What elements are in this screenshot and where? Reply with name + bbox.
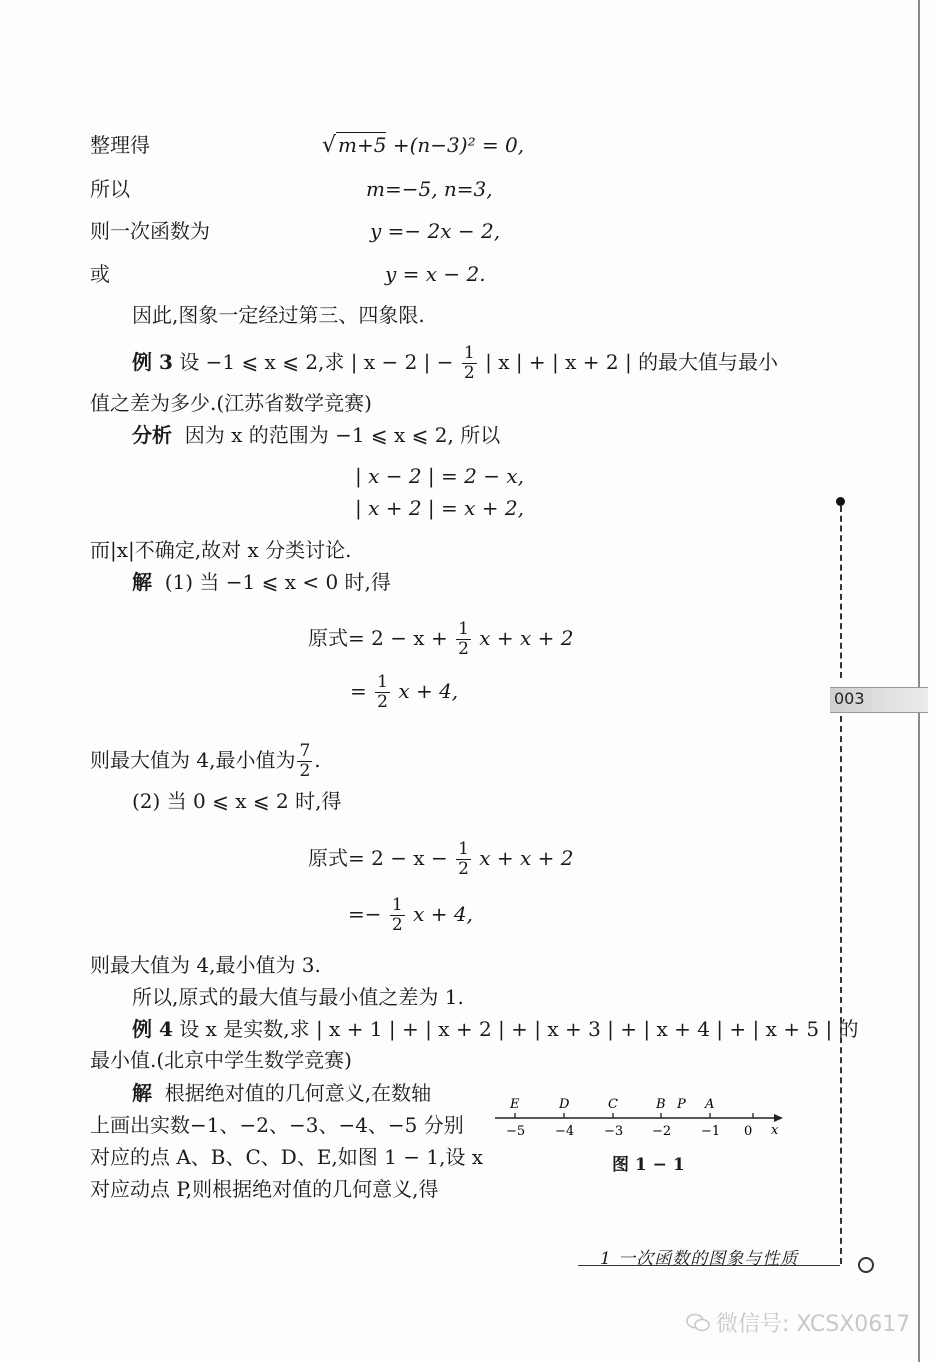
case2-expr-2a: =− (348, 902, 382, 926)
analysis-text: 因为 x 的范围为 −1 ⩽ x ⩽ 2, 所以 (184, 423, 501, 447)
conclusion-quadrants: 因此,图象一定经过第三、四象限. (132, 303, 425, 327)
figure-caption: 图 1 − 1 (612, 1155, 685, 1175)
fraction-half: $\frac{1}{2}$ (391, 895, 403, 935)
wechat-icon (686, 1313, 710, 1333)
solution4-label: 解 (132, 1081, 152, 1105)
margin-dashed-line-upper (840, 506, 842, 678)
page-number: 003 (834, 689, 865, 708)
equation-y1: y =− 2x − 2, (370, 219, 501, 243)
case2-expr-1 (308, 840, 574, 879)
analysis-line (132, 422, 500, 448)
example-4-text: 设 x 是实数,求 | x + 1 | + | x + 2 | + | x + 3 | + | x + 4 | + | x + 5 | 的 (179, 1017, 859, 1041)
case1-result-text: 则最大值为 4,最小值为 (90, 748, 296, 772)
solution4-line-4: 对应动点 P,则根据绝对值的几何意义,得 (90, 1177, 439, 1201)
solution4-line-3: 对应的点 A、B、C、D、E,如图 1 − 1,设 x (90, 1145, 484, 1169)
case1-text: (1) 当 −1 ⩽ x < 0 时,得 (164, 570, 391, 594)
solution4-line-2: 上画出实数−1、−2、−3、−4、−5 分别 (90, 1113, 464, 1137)
footer-circle-icon (858, 1257, 874, 1273)
example-4-source: 最小值.(北京中学生数学竞赛) (90, 1048, 352, 1072)
example-4-label: 例 4 (132, 1017, 173, 1041)
case1-expr-2a: = (350, 679, 367, 703)
abs-eq-1: | x − 2 | = 2 − x, (355, 464, 524, 488)
abs-eq-2: | x + 2 | = x + 2, (355, 496, 524, 520)
example-3-text-a: 设 −1 ⩽ x ⩽ 2,求 | x − 2 | − (179, 350, 454, 374)
label-zhengli: 整理得 (90, 133, 150, 157)
case1-result (90, 742, 321, 781)
label-linear: 则一次函数为 (90, 219, 210, 243)
tick-label: −5 (506, 1124, 526, 1139)
tick-label: 0 (744, 1124, 753, 1139)
point-label: B (656, 1097, 666, 1112)
equation-y2: y = x − 2. (385, 262, 486, 286)
case2-text: (2) 当 0 ⩽ x ⩽ 2 时,得 (132, 789, 342, 813)
fraction-half: $\frac{1}{2}$ (463, 343, 475, 383)
sqrt-rest: +(n−3)² = 0, (392, 133, 525, 157)
page-edge (918, 0, 920, 1362)
number-line-figure (495, 1090, 795, 1150)
case2-result: 则最大值为 4,最小值为 3. (90, 953, 321, 977)
point-label: D (559, 1097, 570, 1112)
case1-expr-1b: x + x + 2 (479, 626, 574, 650)
case1-expr-2 (350, 673, 458, 712)
final-conclusion: 所以,原式的最大值与最小值之差为 1. (132, 985, 464, 1009)
axis-label: x (771, 1123, 779, 1138)
equation-mn: m=−5, n=3, (366, 177, 493, 201)
fraction-half: $\frac{1}{2}$ (458, 619, 469, 659)
case1-expr-1a: 原式= 2 − x + (308, 626, 448, 650)
equation-sqrt (322, 132, 524, 159)
fraction-seven-half: $\frac{7}{2}$ (299, 741, 311, 781)
tick-label: −1 (701, 1124, 721, 1139)
sqrt-icon: √ (322, 133, 337, 158)
solution4-line-1 (132, 1080, 431, 1106)
axis-arrow-icon (774, 1114, 783, 1122)
case2-expr-1a: 原式= 2 − x − (308, 846, 448, 870)
page-number-badge (830, 687, 928, 713)
footer-chapter-title: 1 一次函数的图象与性质 (600, 1249, 799, 1269)
fraction-half: $\frac{1}{2}$ (377, 672, 388, 712)
point-label: E (510, 1097, 520, 1112)
example-3-label: 例 3 (132, 350, 173, 374)
case2-expr-2 (348, 896, 473, 935)
solution4-text-1: 根据绝对值的几何意义,在数轴 (164, 1081, 432, 1105)
analysis-label: 分析 (132, 423, 172, 447)
example-4-line (132, 1016, 859, 1042)
case1-expr-2b: x + 4, (398, 679, 459, 703)
margin-dot-icon (836, 497, 845, 506)
classify-note: 而|x|不确定,故对 x 分类讨论. (90, 538, 352, 562)
margin-dashed-line-lower (840, 716, 842, 1264)
tick-label: −3 (604, 1124, 624, 1139)
solution-case1-line (132, 569, 391, 595)
case2-expr-1b: x + x + 2 (479, 846, 574, 870)
watermark-text: 微信号: XCSX0617 (716, 1312, 911, 1337)
case1-expr-1 (308, 620, 574, 659)
case2-expr-2b: x + 4, (413, 902, 473, 926)
example-3-text-b: | x | + | x + 2 | 的最大值与最小 (485, 350, 779, 374)
tick-label: −2 (652, 1124, 672, 1139)
case1-result-period: . (314, 748, 321, 772)
label-huo: 或 (90, 262, 110, 286)
tick-label: −4 (555, 1124, 575, 1139)
label-suoyi: 所以 (90, 177, 130, 201)
fraction-half: $\frac{1}{2}$ (458, 839, 469, 879)
point-label: P (677, 1097, 686, 1112)
sqrt-radicand: m+5 (338, 133, 387, 157)
example-3-line (132, 344, 778, 383)
example-3-source: 值之差为多少.(江苏省数学竞赛) (90, 391, 372, 415)
solution-label: 解 (132, 570, 152, 594)
point-label: A (705, 1097, 715, 1112)
point-label: C (608, 1097, 618, 1112)
